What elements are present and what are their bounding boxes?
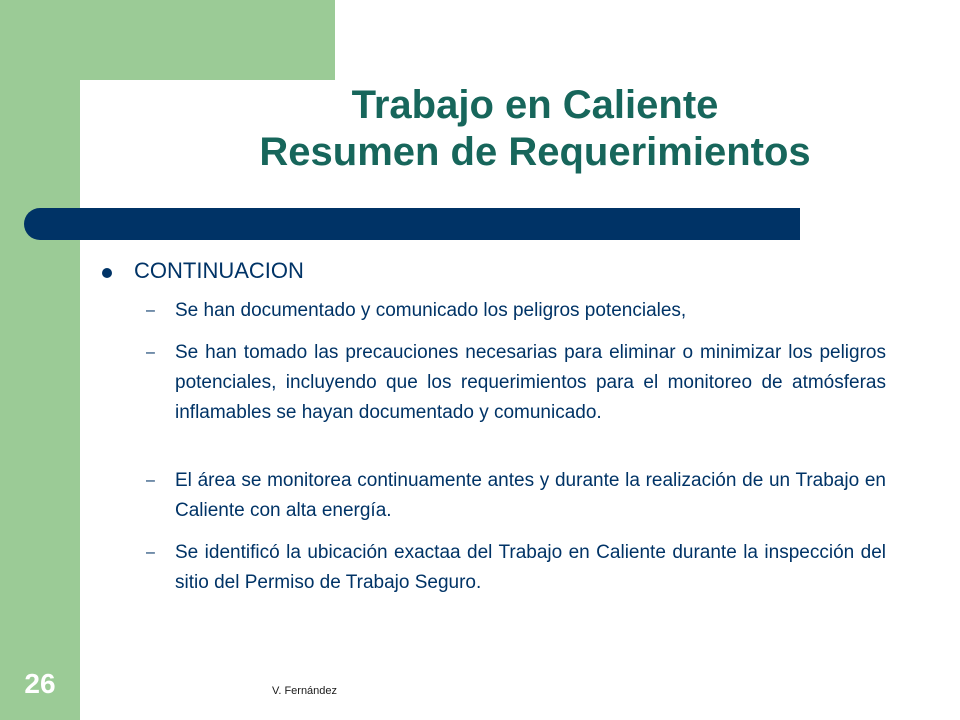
dash-marker: –: [146, 302, 155, 319]
footer-author: V. Fernández: [272, 685, 338, 697]
sub-item-text: Se identificó la ubicación exactaa del Trabajo en Caliente durante la inspección del sitio del Permiso de Trabajo Seguro.: [175, 542, 886, 593]
bullet-text: CONTINUACION: [134, 258, 304, 283]
sub-item-text: Se han documentado y comunicado los peligros potenciales,: [175, 300, 687, 321]
dash-marker: –: [146, 544, 155, 561]
bullet-dot-icon: [102, 268, 112, 278]
title-line-1: Trabajo en Caliente: [351, 83, 719, 127]
sub-item-text: El área se monitorea continuamente antes y durante la realización de un Trabajo en Caliente con alta energía.: [175, 470, 886, 521]
dash-marker: –: [146, 344, 155, 361]
page-number: 26: [24, 668, 56, 699]
title-line-2: Resumen de Requerimientos: [259, 130, 811, 174]
sub-item-text: Se han tomado las precauciones necesarias para eliminar o minimizar los peligros potenciales, incluyendo que los requerimientos para el monitoreo de atmósferas inflamables se hayan documentado y comunicado.: [175, 342, 886, 423]
dash-marker: –: [146, 472, 155, 489]
